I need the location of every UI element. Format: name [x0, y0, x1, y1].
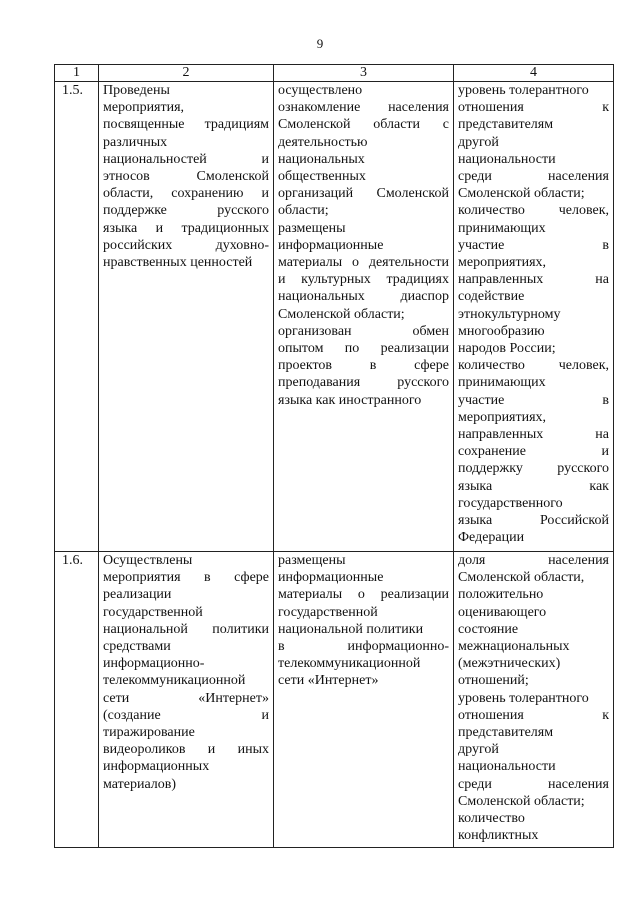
- cell-text-line: состояние: [458, 621, 519, 637]
- cell-text-line: материалы о реализации: [278, 587, 449, 603]
- cell-text-line: межнациональных: [458, 639, 570, 655]
- cell-text-line: и культурных традициях: [278, 272, 449, 288]
- table-header-row: [55, 65, 614, 82]
- cell-text-line: поддержку русского: [458, 461, 609, 477]
- cell-text-line: участие в: [458, 237, 609, 253]
- cell-text-line: количество человек,: [458, 203, 609, 219]
- cell-text-line: Проведены: [103, 83, 170, 98]
- cell-text-line: уровень толерантного: [458, 83, 589, 98]
- cell-text-line: другой: [458, 134, 499, 150]
- cell-text-line: российских духовно-: [103, 237, 269, 253]
- cell-text-line: отношений;: [458, 673, 529, 689]
- cell-text-line: телекоммуникационной: [103, 673, 246, 689]
- cell-text-line: преподавания русского: [278, 375, 449, 391]
- header-cell-2: 2: [99, 65, 274, 82]
- cell-text-line: оценивающего: [458, 604, 547, 620]
- cell-text-line: количество человек,: [458, 358, 609, 374]
- cell-text-line: Осуществлены: [103, 553, 193, 568]
- cell-text-line: Федерации: [458, 530, 525, 546]
- cell-text-line: национальной политики: [103, 621, 269, 637]
- cell-text-line: количество: [458, 811, 525, 827]
- cell-text-line: информационных: [103, 759, 210, 775]
- cell-text-line: мероприятиях,: [458, 409, 547, 425]
- cell-text-line: национальной политики: [278, 621, 424, 637]
- cell-text-line: материалы о деятельности: [278, 255, 449, 271]
- cell-text-line: государственного: [458, 495, 563, 511]
- cell-text-line: организован обмен: [278, 323, 449, 339]
- cell-text-line: многообразию: [458, 323, 545, 339]
- activity-cell: [99, 552, 274, 848]
- cell-text-line: языка как иностранного: [278, 392, 422, 408]
- cell-text-line: поддержке русского: [103, 203, 269, 219]
- cell-text-line: сохранение и: [458, 444, 609, 460]
- result-cell: [274, 82, 454, 552]
- cell-text-line: отношения к: [458, 707, 609, 723]
- cell-text-line: Смоленской области;: [278, 306, 405, 322]
- cell-text-line: конфликтных: [458, 828, 539, 844]
- cell-text-line: материалов): [103, 776, 177, 792]
- cell-text-line: этнокультурному: [458, 306, 561, 322]
- cell-text-line: в информационно-: [278, 639, 449, 655]
- cell-text-line: национальности: [458, 151, 556, 167]
- cell-text-line: (создание и: [103, 707, 269, 723]
- cell-text-line: организаций Смоленской: [278, 186, 449, 202]
- cell-text-line: национальностей и: [103, 151, 269, 167]
- cell-text-line: проектов в сфере: [278, 358, 449, 374]
- result-cell: [274, 552, 454, 848]
- cell-text-line: средствами: [103, 639, 171, 655]
- cell-text-line: языка Российской: [458, 513, 609, 529]
- cell-text-line: представителям: [458, 725, 554, 741]
- cell-text-line: опытом по реализации: [278, 341, 449, 357]
- header-cell-1: 1: [55, 65, 99, 82]
- cell-text-line: деятельностью: [278, 134, 368, 150]
- cell-text-line: этносов Смоленской: [103, 169, 269, 185]
- cell-text-line: мероприятия,: [103, 100, 185, 116]
- cell-text-line: общественных: [278, 169, 366, 185]
- cell-text-line: Смоленской области;: [458, 793, 585, 809]
- cell-text-line: уровень толерантного: [458, 690, 589, 706]
- table-row: [55, 552, 614, 848]
- cell-text-line: реализации: [103, 587, 172, 603]
- indicator-cell: [454, 82, 614, 552]
- header-cell-4: 4: [454, 65, 614, 82]
- cell-text-line: национальности: [458, 759, 556, 775]
- cell-text-line: тиражирование: [103, 725, 195, 741]
- cell-text-line: другой: [458, 742, 499, 758]
- cell-text-line: принимающих: [458, 220, 546, 236]
- cell-text-line: размещены: [278, 220, 346, 236]
- cell-text-line: народов России;: [458, 341, 556, 357]
- cell-text-line: телекоммуникационной: [278, 656, 421, 672]
- cell-text-line: принимающих: [458, 375, 546, 391]
- cell-text-line: мероприятиях,: [458, 255, 547, 271]
- cell-text-line: государственной: [278, 604, 378, 620]
- page-number: 9: [316, 36, 324, 51]
- cell-text-line: Смоленской области,: [458, 570, 585, 586]
- row-number: 1.6.: [55, 552, 99, 848]
- cell-text-line: национальных диаспор: [278, 289, 449, 305]
- cell-text-line: Смоленской области с: [278, 117, 449, 133]
- cell-text-line: представителям: [458, 117, 554, 133]
- cell-text-line: содействие: [458, 289, 525, 305]
- activity-cell: [99, 82, 274, 552]
- cell-text-line: национальных: [278, 151, 365, 167]
- cell-text-line: отношения к: [458, 100, 609, 116]
- cell-text-line: осуществлено: [278, 83, 363, 98]
- cell-text-line: языка и традиционных: [103, 220, 269, 236]
- cell-text-line: участие в: [458, 392, 609, 408]
- cell-text-line: посвященные традициям: [103, 117, 269, 133]
- cell-text-line: информационные: [278, 237, 384, 253]
- row-number: 1.5.: [55, 82, 99, 552]
- cell-text-line: размещены: [278, 553, 346, 568]
- cell-text-line: информационно-: [103, 656, 205, 672]
- measures-table: [54, 64, 614, 848]
- cell-text-line: языка как: [458, 478, 609, 494]
- cell-text-line: информационные: [278, 570, 384, 586]
- indicator-cell: [454, 552, 614, 848]
- cell-text-line: ознакомление населения: [278, 100, 449, 116]
- header-cell-3: 3: [274, 65, 454, 82]
- cell-text-line: государственной: [103, 604, 203, 620]
- table-row: [55, 82, 614, 552]
- cell-text-line: положительно: [458, 587, 544, 603]
- cell-text-line: нравственных ценностей: [103, 255, 253, 271]
- cell-text-line: области, сохранению и: [103, 186, 269, 202]
- cell-text-line: (межэтнических): [458, 656, 561, 672]
- cell-text-line: направленных на: [458, 272, 609, 288]
- cell-text-line: Смоленской области;: [458, 186, 585, 202]
- cell-text-line: области;: [278, 203, 329, 219]
- cell-text-line: различных: [103, 134, 168, 150]
- cell-text-line: доля населения: [458, 553, 609, 568]
- cell-text-line: среди населения: [458, 169, 609, 185]
- cell-text-line: видеороликов и иных: [103, 742, 269, 758]
- cell-text-line: сети «Интернет»: [278, 673, 379, 689]
- cell-text-line: сети «Интернет»: [103, 690, 269, 706]
- cell-text-line: направленных на: [458, 427, 609, 443]
- cell-text-line: среди населения: [458, 776, 609, 792]
- cell-text-line: мероприятия в сфере: [103, 570, 269, 586]
